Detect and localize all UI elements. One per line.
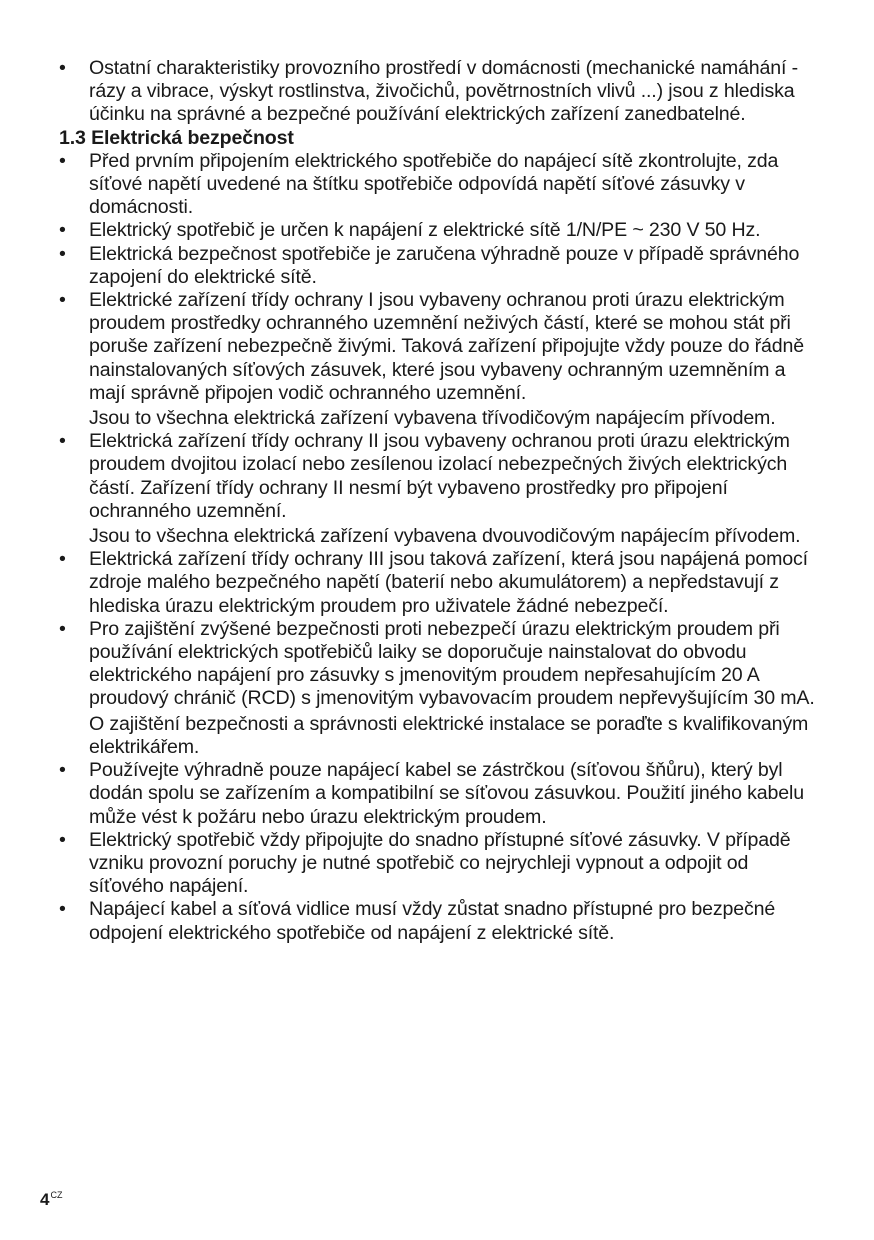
bullet-icon	[59, 57, 89, 80]
item-text: Elektrická zařízení třídy ochrany III jsou taková zařízení, která jsou napájená pomocí zdroje malého bezpečného napětí (baterií nebo akumulátorem) a nepředstavují z hlediska úrazu elektrickým proudem pro uživatele žádné nebezpečí.	[89, 548, 808, 617]
list-item	[59, 548, 821, 618]
bullet-icon	[59, 430, 89, 453]
page-number: 4	[40, 1190, 50, 1209]
list-item	[59, 219, 821, 242]
bullet-icon	[59, 289, 89, 312]
list-item	[59, 150, 821, 220]
list-item	[59, 618, 821, 759]
bullet-icon	[59, 243, 89, 266]
list-item	[59, 289, 821, 430]
bullet-icon	[59, 759, 89, 782]
item-text: Elektrický spotřebič je určen k napájení z elektrické sítě 1/N/PE ~ 230 V 50 Hz.	[89, 219, 761, 242]
item-text: Elektrická zařízení třídy ochrany II jsou vybaveny ochranou proti úrazu elektrickým proudem dvojitou izolací nebo zesílenou izolací nebezpečných živých elektrických částí. Zařízení třídy ochrany II nesmí být vybaveno prostředky pro připojení ochranného uzemnění.	[89, 430, 790, 522]
bullet-icon	[59, 618, 89, 641]
list-item	[59, 829, 821, 899]
language-code: CZ	[50, 1190, 63, 1200]
item-text: Před prvním připojením elektrického spotřebiče do napájecí sítě zkontrolujte, zda síťové napětí uvedené na štítku spotřebiče odpovídá napětí síťové zásuvky v domácnosti.	[89, 149, 779, 219]
item-text: Napájecí kabel a síťová vidlice musí vždy zůstat snadno přístupné pro bezpečné odpojení elektrického spotřebiče od napájení z elektrické sítě.	[89, 898, 776, 944]
bullet-icon	[59, 829, 89, 852]
item-continuation: O zajištění bezpečnosti a správnosti elektrické instalace se poraďte s kvalifikovaným elektrikářem.	[89, 712, 809, 758]
bullet-icon	[59, 898, 89, 921]
list-item	[59, 898, 821, 944]
document-body	[59, 57, 821, 945]
item-text: Pro zajištění zvýšené bezpečnosti proti nebezpečí úrazu elektrickým proudem při používání elektrických spotřebičů laiky se doporučuje nainstalovat do obvodu elektrického napájení pro zásuvky s jmenovitým proudem nepřesahujícím 20 A proudový chránič (RCD) s jmenovitým vybavovacím proudem nepřevyšujícím 30 mA.	[89, 617, 815, 710]
list-item	[59, 759, 821, 829]
item-text: Elektrická bezpečnost spotřebiče je zaručena výhradně pouze v případě správného zapojení do elektrické sítě.	[89, 242, 800, 288]
item-text: Ostatní charakteristiky provozního prostředí v domácnosti (mechanické namáhání - rázy a vibrace, výskyt rostlinstva, živočichů, povětrnostních vlivů ...) jsou z hlediska účinku na správné a bezpečné používání elektrických zařízení zanedbatelné.	[89, 57, 798, 126]
list-item	[59, 243, 821, 289]
page-footer	[40, 1190, 62, 1210]
item-text: Používejte výhradně pouze napájecí kabel se zástrčkou (síťovou šňůru), který byl dodán spolu se zařízením a kompatibilní se síťovou zásuvkou. Použití jiného kabelu může vést k požáru nebo úrazu elektrickým proudem.	[89, 759, 804, 828]
bullet-icon	[59, 150, 89, 173]
section-heading: 1.3 Elektrická bezpečnost	[59, 126, 294, 149]
item-text: Elektrický spotřebič vždy připojujte do snadno přístupné síťové zásuvky. V případě vzniku provozní poruchy je nutné spotřebič co nejrychleji vypnout a odpojit od síťového napájení.	[89, 828, 791, 898]
list-item	[59, 430, 821, 548]
list-item	[59, 57, 821, 127]
bullet-icon	[59, 219, 89, 242]
item-continuation: Jsou to všechna elektrická zařízení vybavena třívodičovým napájecím přívodem.	[89, 407, 776, 430]
item-text: Elektrické zařízení třídy ochrany I jsou vybaveny ochranou proti úrazu elektrickým proudem prostředky ochranného uzemnění neživých částí, které se mohou stát při poruše zařízení nebezpečně živými. Taková zařízení připojujte vždy pouze do řádně nainstalovaných síťových zásuvek, které jsou vybaveny ochranným uzemněním a mají správně připojen vodič ochranného uzemnění.	[89, 289, 805, 404]
item-continuation: Jsou to všechna elektrická zařízení vybavena dvouvodičovým napájecím přívodem.	[89, 525, 801, 548]
bullet-icon	[59, 548, 89, 571]
